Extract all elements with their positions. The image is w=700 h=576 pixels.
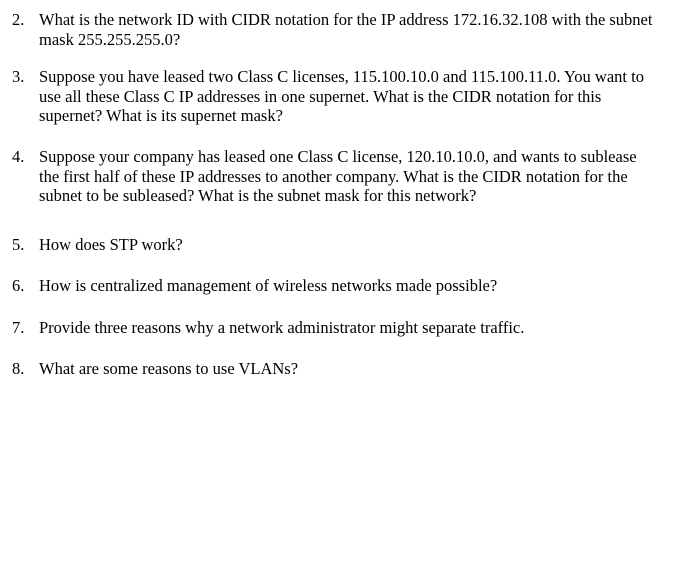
question-line: How is centralized management of wireless networks made possible?	[39, 276, 498, 295]
question-number: 5.	[12, 235, 25, 254]
question-text	[39, 276, 684, 296]
question-text	[39, 318, 684, 338]
question-line: the first half of these IP addresses to another company. What is the CIDR notation for the	[39, 166, 628, 186]
question-number: 3.	[12, 67, 25, 86]
question-text	[39, 147, 684, 206]
question-line: Provide three reasons why a network administrator might separate traffic.	[39, 318, 525, 337]
question-line: use all these Class C IP addresses in one supernet. What is the CIDR notation for this	[39, 86, 602, 106]
question-line: subnet to be subleased? What is the subnet mask for this network?	[39, 186, 477, 205]
question-text	[39, 10, 684, 49]
question-line: mask 255.255.255.0?	[39, 29, 181, 49]
question-text	[39, 67, 684, 126]
question-number: 6.	[12, 276, 25, 295]
question-text	[39, 235, 684, 255]
question-line: What are some reasons to use VLANs?	[39, 359, 299, 378]
question-number: 2.	[12, 10, 25, 29]
question-number: 8.	[12, 359, 25, 378]
question-line: Suppose you have leased two Class C licenses, 115.100.10.0 and 115.100.11.0. You want to	[39, 67, 644, 86]
question-line: supernet? What is its supernet mask?	[39, 106, 283, 125]
question-number: 7.	[12, 318, 25, 337]
question-number: 4.	[12, 147, 25, 166]
question-text	[39, 359, 684, 379]
question-line: What is the network ID with CIDR notation for the IP address 172.16.32.108 with the subnet	[39, 10, 653, 29]
question-line: Suppose your company has leased one Class C license, 120.10.10.0, and wants to sublease	[39, 147, 637, 166]
question-line: How does STP work?	[39, 235, 183, 254]
